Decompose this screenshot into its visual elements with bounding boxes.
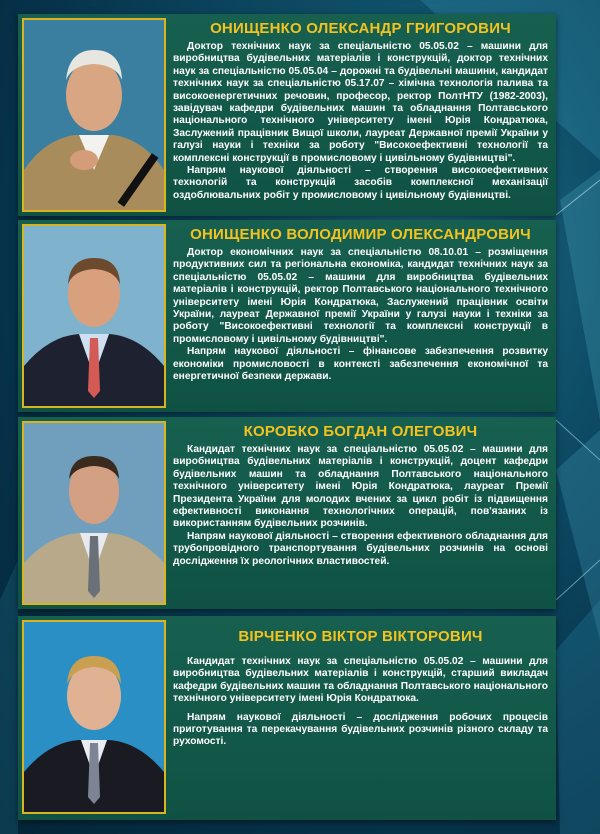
person-name: ВІРЧЕНКО ВІКТОР ВІКТОРОВИЧ	[238, 628, 483, 645]
person-info	[173, 226, 548, 383]
person-info	[173, 20, 548, 202]
person-bio: Доктор економічних наук за спеціальністю 08.10.01 – розміщення продуктивних сил та регіональна економіка, кандидат технічних наук за спеціальністю 05.05.02 – машини для виробництва будівельних матеріалів і конструкцій, ректор Полтавського національного технічного університету імені Юрія Кондратюка, Заслужений працівник освіти України, лауреат Державної премії України у галузі науки і техніки за роботу "Високоефективні технології та комплексні конструкції в промисловому і цивільному будівництві".	[173, 247, 548, 345]
portrait-photo	[22, 18, 166, 212]
portrait-photo	[22, 620, 166, 814]
person-bio: Кандидат технічних наук за спеціальністю 05.05.02 – машини для виробництва будівельних матеріалів і конструкцій, старший викладач кафедри будівельних машин та обладнання Полтавського національного технічного університету імені Юрія Кондратюка.	[173, 656, 548, 705]
person-name: КОРОБКО БОГДАН ОЛЕГОВИЧ	[243, 423, 478, 440]
person-card	[18, 14, 556, 216]
portrait-photo	[22, 421, 166, 605]
person-name: ОНИЩЕНКО ВОЛОДИМИР ОЛЕКСАНДРОВИЧ	[190, 226, 531, 243]
research-direction: Напрям наукової діяльності – створення високоефективних технологій та конструкцій засобів комплексної механізації оздоблювальних робіт у промисловому і цивільному будівництві.	[173, 165, 548, 201]
person-name: ОНИЩЕНКО ОЛЕКСАНДР ГРИГОРОВИЧ	[210, 20, 511, 37]
person-info	[173, 423, 548, 568]
research-direction: Напрям наукової діяльності – дослідження робочих процесів приготування та перекачування будівельних розчинів різного складу та рухомості.	[173, 711, 548, 748]
person-card	[18, 417, 556, 609]
research-direction: Напрям наукової діяльності – створення ефективного обладнання для трубопровідного транспортування будівельних розчинів на основі дослідження їх реологічних властивостей.	[173, 530, 548, 567]
person-bio: Доктор технічних наук за спеціальністю 05.05.02 – машини для виробництва будівельних матеріалів і конструкцій, доктор технічних наук за спеціальністю 05.05.04 – дорожні та будівельні машини, кандидат технічних наук за спеціальністю 05.17.07 – хімічна технологія палива та високоенергетичних речовин, професор, ректор ПолтНТУ (1982-2003), завідувач кафедри будівельних машин та обладнання Полтавського національного технічного університету імені Юрія Кондратюка, Заслужений працівник Вищої школи, лауреат Державної премії України у галузі науки і техніки за роботу "Високоефективні технології та комплексні конструкції в промисловому і цивільному будівництві".	[173, 41, 548, 164]
person-card	[18, 616, 556, 820]
person-info	[173, 628, 548, 749]
portrait-photo	[22, 224, 166, 408]
person-card	[18, 220, 556, 412]
research-direction: Напрям наукової діяльності – фінансове забезпечення розвитку економіки промисловості в контексті забезпечення економічної та енергетичної безпеки держави.	[173, 346, 548, 383]
person-bio: Кандидат технічних наук за спеціальністю 05.05.02 – машини для виробництва будівельних матеріалів і конструкцій, доцент кафедри будівельних машин та обладнання Полтавського національного технічного університету імені Юрія Кондратюка, лауреат Премії Президента України для молодих вчених за цикл робіт із підвищення ефективності виконання технологічних операцій, пов'язаних із використанням будівельних розчинів.	[173, 444, 548, 530]
